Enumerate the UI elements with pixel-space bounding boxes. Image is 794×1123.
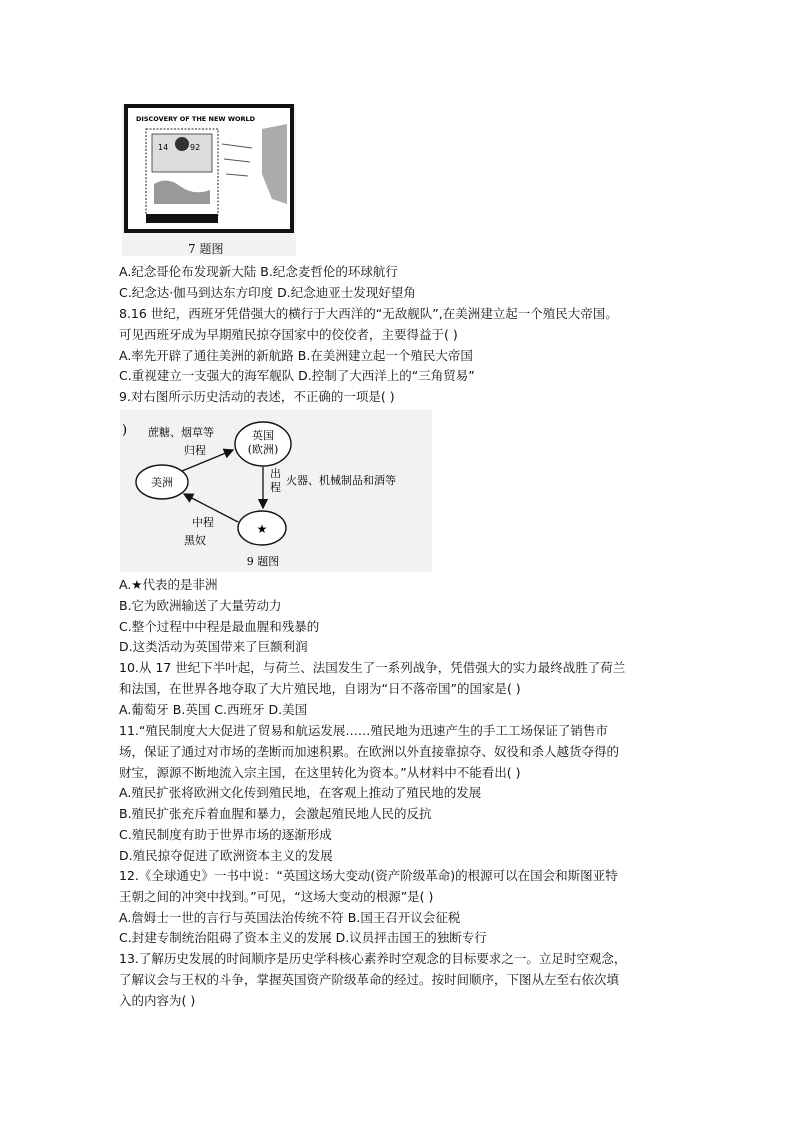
q10-stem-line1: 10.从 17 世纪下半叶起，与荷兰、法国发生了一系列战争，凭借强大的实力最终战胜了荷兰: [119, 660, 626, 675]
q8-options-ab: A.率先开辟了通往美洲的新航路 B.在美洲建立起一个殖民大帝国: [119, 347, 473, 363]
figure-7-caption: 7 题图: [188, 242, 224, 256]
q7-options-cd: C.纪念达·伽马到达东方印度 D.纪念迪亚士发现好望角: [119, 284, 416, 300]
question-11: [119, 721, 689, 867]
q13-stem-line2: 了解议会与王权的斗争，掌握英国资产阶级革命的经过。按时间顺序，下图从左至右依次填: [119, 971, 620, 987]
q9-stem: 9.对右图所示历史活动的表述，不正确的一项是( ): [119, 389, 395, 404]
leg-out-label-1: 出: [270, 467, 281, 480]
leg-middle-label: 中程: [192, 516, 214, 529]
q12-stem-line2: 王朝之间的冲突中找到。”可见，“这场大变动的根源”是( ): [119, 888, 434, 904]
q9-option-b: B.它为欧洲输送了大量劳动力: [119, 597, 282, 613]
q10-options: A.葡萄牙 B.英国 C.西班牙 D.美国: [119, 701, 308, 717]
question-13: [119, 949, 689, 1011]
leg-return-label: 归程: [184, 444, 206, 457]
q11-option-b: B.殖民扩张充斥着血腥和暴力，会激起殖民地人民的反抗: [119, 806, 432, 822]
q9-option-d: D.这类活动为英国带来了巨额利润: [119, 639, 308, 655]
q11-option-c: C.殖民制度有助于世界市场的逐渐形成: [119, 826, 332, 842]
q7-options-ab: A.纪念哥伦布发现新大陆 B.纪念麦哲伦的环球航行: [119, 264, 398, 279]
q11-stem-line3: 财宝，源源不断地流入宗主国，在这里转化为资本。”从材料中不能看出( ): [119, 764, 521, 780]
question-12: [119, 866, 689, 949]
node-europe-label-2: (欧洲): [247, 443, 279, 456]
ship-icon: [175, 137, 189, 151]
q8-stem-line2: 可见西班牙成为早期殖民掠夺国家中的佼佼者，主要得益于( ): [119, 326, 458, 342]
goods-middle-label: 黑奴: [184, 534, 206, 547]
question-9-stem: [119, 387, 689, 408]
q8-options-cd: C.重视建立一支强大的海军舰队 D.控制了大西洋上的“三角贸易”: [119, 368, 475, 384]
q9-option-c: C.整个过程中中程是最血腥和残暴的: [119, 618, 320, 634]
q8-stem-line1: 8.16 世纪，西班牙凭借强大的横行于大西洋的“无敌舰队”,在美洲建立起一个殖民大帝国。: [119, 306, 618, 321]
q10-stem-line2: 和法国，在世界各地夺取了大片殖民地，自诩为“日不落帝国”的国家是( ): [119, 680, 521, 696]
q11-stem-line2: 场，保证了通过对市场的垄断而加速积累。在欧洲以外直接靠掠夺、奴役和杀人越货夺得的: [119, 743, 620, 759]
question-8: [119, 304, 689, 387]
q9-option-a: A.★代表的是非洲: [119, 577, 218, 592]
q11-option-a: A.殖民扩张将欧洲文化传到殖民地，在客观上推动了殖民地的发展: [119, 785, 482, 801]
figure-7-poster: [122, 104, 296, 256]
q13-stem-line1: 13.了解历史发展的时间顺序是历史学科核心素养时空观念的目标要求之一。立足时空观念，: [119, 951, 627, 966]
goods-out-label: 火器、机械制品和酒等: [286, 474, 396, 487]
question-7: [119, 262, 689, 304]
q13-stem-line3: 入的内容为( ): [119, 992, 196, 1008]
stamp-right-number: 92: [190, 143, 201, 152]
poster-title: DISCOVERY OF THE NEW WORLD: [136, 115, 256, 123]
figure-9-caption: 9 题图: [246, 555, 280, 568]
star-icon: ★: [256, 522, 268, 536]
leg-out-label-2: 程: [270, 481, 281, 494]
node-america-label: 美洲: [151, 476, 173, 489]
q11-stem-line1: 11.“殖民制度大大促进了贸易和航运发展……殖民地为迅速产生的手工工场保证了销售市: [119, 723, 608, 738]
figure-9: [120, 410, 432, 572]
stamp-left-number: 14: [158, 143, 169, 152]
corner-paren: ): [122, 423, 128, 438]
triangle-trade-diagram: [120, 410, 432, 572]
q12-options-cd: C.封建专制统治阻碍了资本主义的发展 D.议员抨击国王的独断专行: [119, 930, 487, 946]
figure-7: [122, 104, 296, 256]
question-9-options: [119, 575, 689, 658]
question-10: [119, 658, 689, 720]
q11-option-d: D.殖民掠夺促进了欧洲资本主义的发展: [119, 847, 333, 863]
goods-return-label: 蔗糖、烟草等: [148, 426, 214, 439]
node-europe-label-1: 英国: [252, 429, 274, 442]
q12-stem-line1: 12.《全球通史》一书中说：“英国这场大变动(资产阶级革命)的根源可以在国会和斯图亚特: [119, 868, 618, 883]
q12-options-ab: A.詹姆士一世的言行与英国法治传统不符 B.国王召开议会征税: [119, 909, 461, 925]
